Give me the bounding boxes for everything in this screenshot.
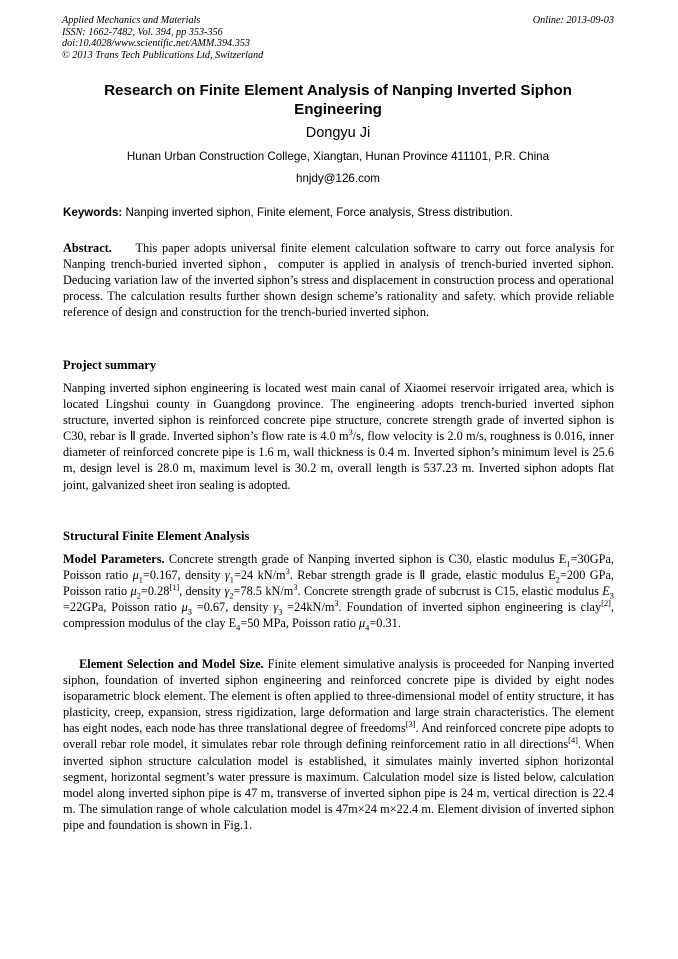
text-run: . Foundation of inverted siphon engineering is clay bbox=[338, 600, 602, 615]
text-run: =78.5 kN/m bbox=[233, 584, 294, 599]
element-selection-label: Element Selection and Model Size. bbox=[79, 657, 264, 671]
copyright-line: © 2013 Trans Tech Publications Ltd, Switzerland bbox=[62, 49, 264, 61]
mu-symbol: μ bbox=[358, 616, 366, 631]
abstract bbox=[63, 240, 614, 320]
online-date: Online: 2013-09-03 bbox=[532, 15, 614, 26]
element-selection-paragraph bbox=[63, 656, 614, 833]
text-run: Concrete strength grade of Nanping inverted siphon is C30, elastic modulus E bbox=[164, 552, 567, 566]
citation-ref-2[interactable]: [2] bbox=[601, 599, 611, 609]
citation-ref-1[interactable]: [1] bbox=[169, 583, 180, 593]
paper-title: Research on Finite Element Analysis of Nanping Inverted Siphon Engineering bbox=[104, 82, 572, 118]
abstract-text: This paper adopts universal finite element calculation software to carry out force analysis for Nanping trench-buried inverted siphon，computer is applied in analysis of trench-buried inverted siphon. Deducing variation law of the inverted siphon’s stress and displacement in construction process and operational process. The calculation results further shown design scheme’s rationality and safety. which provide reliable reference of design and construction for the trench-buried inverted siphon. bbox=[63, 241, 614, 320]
issn-line: ISSN: 1662-7482, Vol. 394, pp 353-356 bbox=[62, 26, 223, 38]
subscript: 2 bbox=[229, 591, 234, 601]
text-run: /s, flow velocity is 2.0 m/s, roughness is 0.016, inner diameter of reinforced concrete pipe is 1.6 m, wall thickness is 0.4 m. Inverted siphon’s minimum level is 25.6 m, design level is 28.0 m, maximum level is 30.2 m, overall length is 537.23 m. Inverted siphon adopts flat joint, galvanized sheet iron sealing is adopted. bbox=[63, 429, 614, 492]
gamma-symbol: γ bbox=[224, 584, 230, 599]
text-run: Finite element simulative analysis is proceeded for Nanping inverted siphon, foundation of inverted siphon engineering and reinforced concrete pipe is divided by eight nodes isoparametric block element. The element is often applied to three-dimensional model of entity structure, it has plasticity, creep, expansion, stress rigidization, large deformation and large strain characteristics. The element has eight nodes, each node has three translational degree of freedoms bbox=[63, 657, 615, 736]
subscript: 3 bbox=[187, 607, 192, 617]
gamma-symbol: γ bbox=[224, 568, 230, 583]
text-run: =50 MPa, Poisson ratio bbox=[240, 616, 359, 631]
text-run: =24kN/m bbox=[282, 600, 335, 615]
text-run: . When inverted siphon structure calculation model is established, it simulates mainly inverted siphon horizontal segment, horizontal segment’s water pressure is maximum. Calculation model size is listed below, calculation model along inverted siphon pipe is 47 m, transverse of inverted siphon pipe is 24 m, vertical direction is 22.4 m. The simulation range of whole calculation model is 47m×24 m×22.4 m. Element division of inverted siphon pipe and foundation is shown in Fig.1. bbox=[63, 737, 615, 832]
heading-project-summary: Project summary bbox=[63, 358, 157, 372]
text-run: =22GPa, Poisson ratio bbox=[63, 600, 182, 615]
citation-ref-3[interactable]: [3] bbox=[405, 720, 416, 730]
text-run: , compression modulus of the clay E bbox=[63, 600, 614, 631]
e-symbol: E bbox=[602, 584, 610, 599]
project-summary-paragraph bbox=[63, 380, 614, 493]
journal-name: Applied Mechanics and Materials bbox=[62, 15, 201, 26]
text-run: =0.28 bbox=[140, 584, 170, 599]
subscript: 2 bbox=[555, 575, 560, 585]
text-run: . And reinforced concrete pipe adopts to overall rebar role model, it simulates rebar role through defining reinforcement ratio in all directions bbox=[63, 721, 614, 752]
author-email[interactable]: hnjdy@126.com bbox=[296, 172, 380, 185]
heading-structural-fea: Structural Finite Element Analysis bbox=[63, 529, 250, 543]
abstract-label: Abstract. bbox=[63, 241, 112, 255]
author-name: Dongyu Ji bbox=[305, 125, 371, 141]
model-parameters-paragraph bbox=[63, 551, 614, 631]
subscript: 3 bbox=[609, 591, 614, 601]
text-run: . Concrete strength grade of subcrust is C15, elastic modulus bbox=[297, 584, 603, 599]
subscript: 4 bbox=[236, 623, 241, 633]
superscript: 3 bbox=[285, 567, 290, 576]
superscript: 3 bbox=[293, 583, 298, 593]
subscript: 1 bbox=[566, 559, 571, 569]
mu-symbol: μ bbox=[132, 568, 139, 583]
subscript: 3 bbox=[278, 607, 283, 617]
subscript: 2 bbox=[136, 591, 141, 601]
text-run: . Rebar strength grade is Ⅱ grade, elastic modulus E bbox=[289, 568, 556, 583]
text-run: =30GPa, Poisson ratio bbox=[63, 552, 614, 583]
model-parameters-label: Model Parameters. bbox=[63, 552, 165, 566]
subscript: 4 bbox=[365, 623, 370, 633]
doi-line[interactable]: doi:10.4028/www.scientific.net/AMM.394.353 bbox=[62, 38, 250, 50]
text-run: =200 GPa, Poisson ratio bbox=[63, 568, 614, 599]
mu-symbol: μ bbox=[181, 600, 188, 615]
gamma-symbol: γ bbox=[273, 600, 279, 615]
text-run: Nanping inverted siphon engineering is located west main canal of Xiaomei reservoir irrigated area, which is located Lingshui county in Guangdong province. The engineering adopts trench-buried inverted siphon structure, inverted siphon is reinforced concrete pipe structure, concrete strength grade of inverted siphon is C30, rebar is Ⅱ grade. Inverted siphon’s flow rate is 4.0 m bbox=[63, 381, 614, 444]
superscript: 3 bbox=[334, 599, 339, 609]
subscript: 1 bbox=[229, 575, 234, 585]
subscript: 1 bbox=[138, 575, 143, 585]
superscript: 3 bbox=[348, 428, 353, 438]
journal-header bbox=[62, 15, 614, 61]
text-run: =0.167, density bbox=[142, 568, 225, 583]
affiliation: Hunan Urban Construction College, Xiangtan, Hunan Province 411101, P.R. China bbox=[126, 150, 550, 163]
text-run: =24 kN/m bbox=[233, 568, 286, 583]
keywords bbox=[63, 206, 615, 220]
text-run: , density bbox=[179, 584, 225, 599]
text-run: =0.67, density bbox=[191, 600, 274, 615]
citation-ref-4[interactable]: [4] bbox=[568, 736, 578, 746]
keywords-text: Nanping inverted siphon, Finite element, Force analysis, Stress distribution. bbox=[122, 206, 513, 219]
text-run: =0.31. bbox=[369, 616, 401, 631]
mu-symbol: μ bbox=[130, 584, 137, 599]
keywords-label: Keywords: bbox=[63, 206, 123, 219]
